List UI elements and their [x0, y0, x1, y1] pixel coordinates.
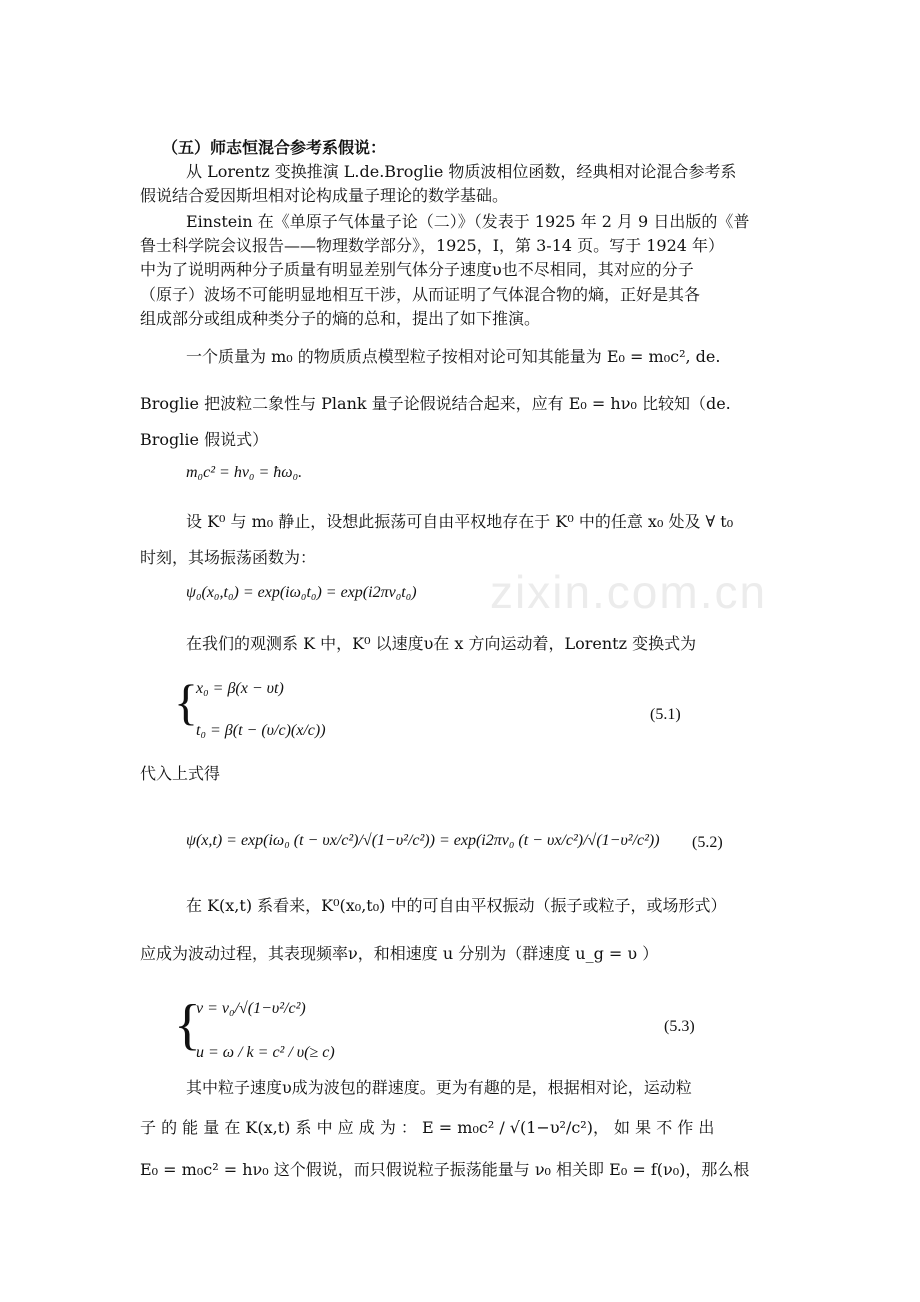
p8-line-1: 其中粒子速度υ成为波包的群速度。更为有趣的是，根据相对论，运动粒: [186, 1078, 692, 1097]
eq52-number: (5.2): [692, 834, 723, 851]
eq53-line-1: ν = ν₀/√(1−υ²/c²): [196, 1000, 306, 1017]
p3-line-1: 一个质量为 m₀ 的物质质点模型粒子按相对论可知其能量为 E₀ = m₀c², de.: [186, 347, 721, 366]
watermark: zixin.com.cn: [490, 566, 768, 618]
p2-line-2: 鲁士科学院会议报告——物理数学部分》，1925，Ⅰ，第 3-14 页。写于 1924 年）: [140, 236, 725, 255]
p2-line-3: 中为了说明两种分子质量有明显差别气体分子速度υ也不尽相同，其对应的分子: [140, 260, 694, 279]
eq51-line-2: t₀ = β(t − (υ/c)(x/c)): [196, 722, 326, 739]
p8-line-2: 子 的 能 量 在 K(x,t) 系 中 应 成 为 ： E = m₀c² / √(1−υ²/c²)， 如 果 不 作 出: [140, 1118, 715, 1137]
eq51-number: (5.1): [650, 706, 681, 723]
equation-psi0: ψ₀(x₀,t₀) = exp(iω₀t₀) = exp(i2πν₀t₀): [186, 584, 417, 601]
p8-line-3: E₀ = m₀c² = hν₀ 这个假说，而只假说粒子振荡能量与 ν₀ 相关即 E₀ = f(ν₀)，那么根: [140, 1160, 750, 1179]
p7-line-1: 在 K(x,t) 系看来，K⁰(x₀,t₀) 中的可自由平权振动（振子或粒子，或场形式）: [186, 896, 727, 915]
eq52-text: ψ(x,t) = exp(iω₀ (t − υx/c²)/√(1−υ²/c²)) = exp(i2πν₀ (t − υx/c²)/√(1−υ²/c²)): [186, 832, 660, 849]
eq53-number: (5.3): [664, 1018, 695, 1035]
equation-de-broglie: m₀c² = hν₀ = ħω₀.: [186, 464, 303, 481]
p4-line-1: 设 K⁰ 与 m₀ 静止，设想此振荡可自由平权地存在于 K⁰ 中的任意 x₀ 处及 ∀ t₀: [186, 512, 734, 531]
p3-line-2: Broglie 把波粒二象性与 Plank 量子论假说结合起来，应有 E₀ = hν₀ 比较知（de.: [140, 394, 731, 413]
p1-line-1: 从 Lorentz 变换推演 L.de.Broglie 物质波相位函数，经典相对论混合参考系: [186, 162, 737, 181]
brace: {: [174, 994, 201, 1056]
p7-line-2: 应成为波动过程，其表现频率ν，和相速度 u 分别为（群速度 u_g = υ ）: [140, 944, 659, 963]
eq51-line-1: x₀ = β(x − υt): [196, 680, 284, 697]
p5-line: 在我们的观测系 K 中，K⁰ 以速度υ在 x 方向运动着，Lorentz 变换式为: [186, 634, 697, 653]
p6-line: 代入上式得: [140, 764, 221, 783]
p3-line-3: Broglie 假说式）: [140, 430, 269, 449]
brace: {: [174, 674, 198, 730]
p4-line-2: 时刻，其场振荡函数为：: [140, 548, 317, 567]
p2-line-4: （原子）波场不可能明显地相互干涉，从而证明了气体混合物的熵，正好是其各: [140, 285, 701, 304]
eq53-line-2: u = ω / k = c² / υ(≥ c): [196, 1044, 335, 1061]
p2-line-1: Einstein 在《单原子气体量子论（二）》（发表于 1925 年 2 月 9 日出版的《普: [186, 212, 750, 231]
p2-line-5: 组成部分或组成种类分子的熵的总和，提出了如下推演。: [140, 309, 541, 328]
p1-line-2: 假说结合爱因斯坦相对论构成量子理论的数学基础。: [140, 186, 509, 205]
section-heading: （五）师志恒混合参考系假说：: [162, 138, 387, 157]
